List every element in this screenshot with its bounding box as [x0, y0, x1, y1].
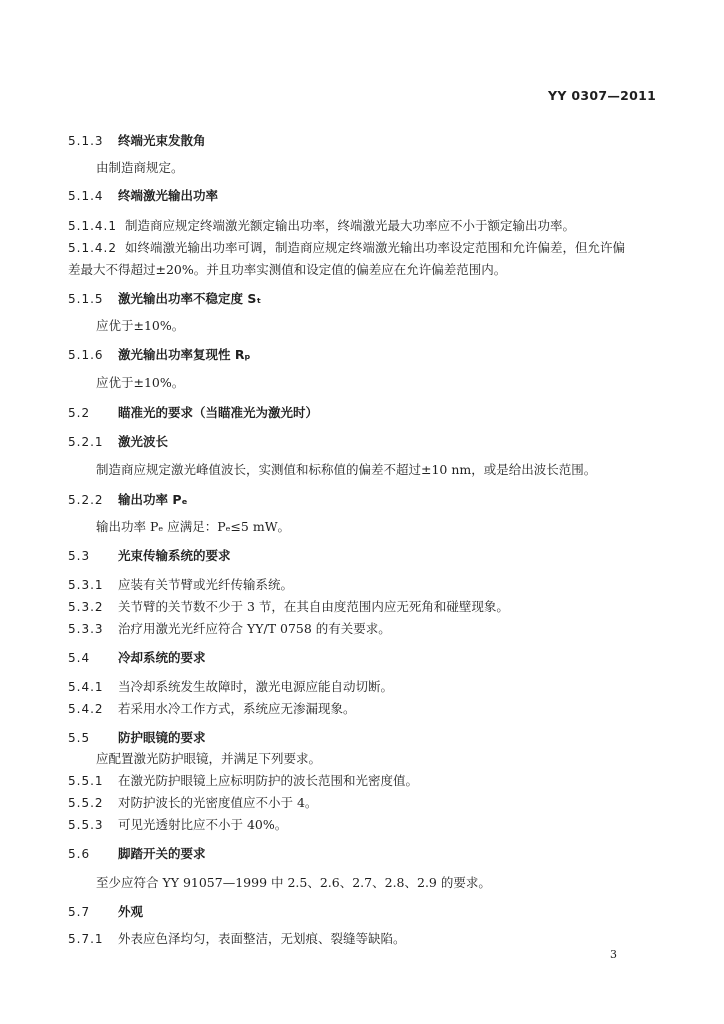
text-line	[96, 375, 184, 391]
clause-number: 5.1.6	[68, 348, 104, 362]
heading-text: 激光输出功率不稳定度 Sₜ	[118, 291, 262, 306]
line-text: 如终端激光输出功率可调，制造商应规定终端激光输出功率设定范围和允许偏差，但允许偏	[125, 240, 626, 255]
clause-number: 5.5.2	[68, 796, 104, 810]
heading-text: 输出功率 Pₑ	[118, 492, 188, 507]
heading-text: 终端激光输出功率	[118, 188, 219, 203]
clause-number: 5.3.2	[68, 600, 104, 614]
text-line	[68, 599, 509, 615]
heading-text: 瞄准光的要求（当瞄准光为激光时）	[118, 405, 319, 420]
clause-number: 5.7	[68, 905, 91, 919]
line-text: 可见光透射比应不小于 40%。	[118, 817, 288, 832]
text-line	[68, 577, 293, 593]
clause-number: 5.5.1	[68, 774, 104, 788]
heading-text: 冷却系统的要求	[118, 650, 206, 665]
line-text: 治疗用激光光纤应符合 YY/T 0758 的有关要求。	[118, 621, 391, 636]
heading-text: 脚踏开关的要求	[118, 846, 206, 861]
clause-number: 5.3	[68, 549, 91, 563]
section-heading	[68, 904, 143, 920]
clause-number: 5.2	[68, 406, 91, 420]
line-text: 对防护波长的光密度值应不小于 4。	[118, 795, 318, 810]
text-line	[68, 931, 406, 947]
text-line	[68, 240, 625, 256]
section-heading	[68, 405, 318, 421]
text-line	[96, 462, 596, 478]
text-line	[68, 795, 317, 811]
clause-number: 5.2.2	[68, 493, 104, 507]
section-heading	[68, 492, 188, 508]
document-id-header: YY 0307—2011	[548, 88, 657, 103]
section-heading	[68, 434, 168, 450]
line-text: 应配置激光防护眼镜，并满足下列要求。	[96, 751, 322, 766]
heading-text: 激光波长	[118, 434, 169, 449]
text-line	[68, 218, 575, 234]
text-line	[96, 875, 491, 891]
clause-number: 5.7.1	[68, 932, 104, 946]
clause-number: 5.5.3	[68, 818, 104, 832]
line-text: 应优于±10%。	[96, 318, 185, 333]
text-line	[96, 318, 184, 334]
line-text: 当冷却系统发生故障时，激光电源应能自动切断。	[118, 679, 394, 694]
line-text: 外表应色泽均匀，表面整洁，无划痕、裂缝等缺陷。	[118, 931, 406, 946]
heading-text: 激光输出功率复现性 Rₚ	[118, 347, 251, 362]
clause-number: 5.4.1	[68, 680, 104, 694]
clause-number: 5.4.2	[68, 702, 104, 716]
line-text: 关节臂的关节数不少于 3 节，在其自由度范围内应无死角和碰壁现象。	[118, 599, 509, 614]
line-text: 制造商应规定终端激光额定输出功率，终端激光最大功率应不小于额定输出功率。	[125, 218, 576, 233]
line-text: 至少应符合 YY 91057—1999 中 2.5、2.6、2.7、2.8、2.9 的要求。	[96, 875, 491, 890]
line-text: 差最大不得超过±20%。并且功率实测值和设定值的偏差应在允许偏差范围内。	[68, 262, 507, 277]
clause-number: 5.2.1	[68, 435, 104, 449]
line-text: 输出功率 Pₑ 应满足：Pₑ≤5 mW。	[96, 519, 291, 534]
heading-text: 外观	[118, 904, 144, 919]
section-heading	[68, 291, 261, 307]
clause-number: 5.5	[68, 731, 91, 745]
text-line	[96, 751, 321, 767]
clause-number: 5.1.4.1	[68, 219, 117, 233]
clause-number: 5.3.3	[68, 622, 104, 636]
page-number: 3	[610, 948, 617, 961]
section-heading	[68, 188, 218, 204]
text-line	[68, 817, 287, 833]
text-line	[68, 701, 356, 717]
line-text: 由制造商规定。	[96, 160, 184, 175]
clause-number: 5.3.1	[68, 578, 104, 592]
text-line	[68, 262, 506, 278]
line-text: 应优于±10%。	[96, 375, 185, 390]
clause-number: 5.1.3	[68, 134, 104, 148]
line-text: 制造商应规定激光峰值波长，实测值和标称值的偏差不超过±10 nm，或是给出波长范围。	[96, 462, 597, 477]
clause-number: 5.1.4.2	[68, 241, 117, 255]
section-heading	[68, 347, 250, 363]
clause-number: 5.1.5	[68, 292, 104, 306]
text-line	[96, 519, 290, 535]
text-line	[68, 621, 391, 637]
line-text: 在激光防护眼镜上应标明防护的波长范围和光密度值。	[118, 773, 419, 788]
section-heading	[68, 133, 206, 149]
line-text: 若采用水冷工作方式，系统应无渗漏现象。	[118, 701, 356, 716]
text-line	[68, 773, 418, 789]
heading-text: 防护眼镜的要求	[118, 730, 206, 745]
line-text: 应装有关节臂或光纤传输系统。	[118, 577, 294, 592]
clause-number: 5.1.4	[68, 189, 104, 203]
clause-number: 5.4	[68, 651, 91, 665]
section-heading	[68, 730, 206, 746]
text-line	[96, 160, 184, 176]
clause-number: 5.6	[68, 847, 91, 861]
heading-text: 光束传输系统的要求	[118, 548, 231, 563]
section-heading	[68, 548, 231, 564]
section-heading	[68, 650, 206, 666]
section-heading	[68, 846, 206, 862]
text-line	[68, 679, 393, 695]
heading-text: 终端光束发散角	[118, 133, 206, 148]
